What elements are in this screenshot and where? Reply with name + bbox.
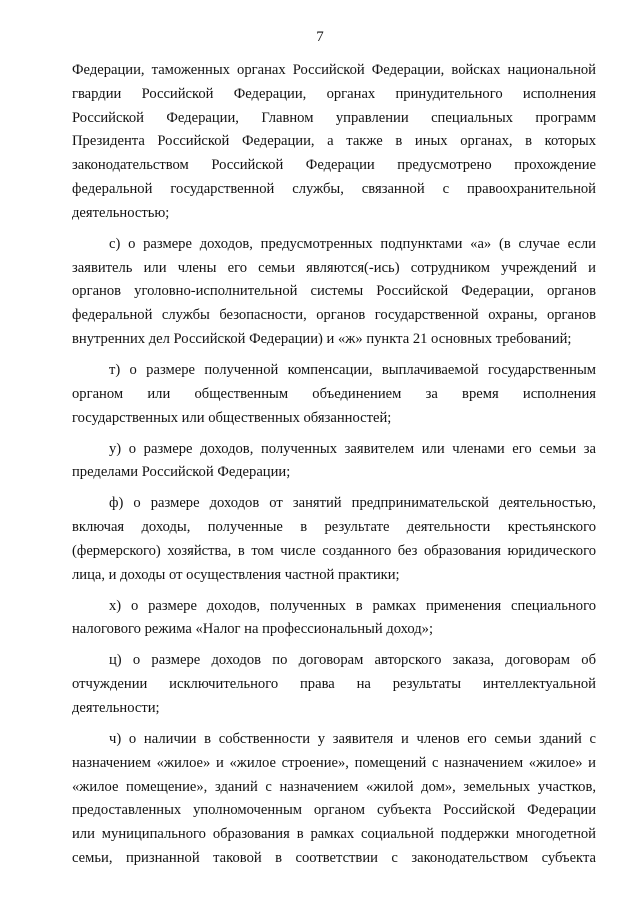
page-number: 7 <box>316 29 324 45</box>
text-line: внутренних дел Российской Федерации) и «ж» пункта 21 основных требований; <box>72 330 572 347</box>
paragraph-item-t <box>72 359 596 430</box>
text-line: деятельностью; <box>72 204 170 221</box>
text-line: ч) о наличии в собственности у заявителя и членов его семьи зданий с <box>109 731 596 748</box>
text-line: гвардии Российской Федерации, органах принудительного исполнения <box>72 85 596 102</box>
text-line: Российской Федерации, Главном управлении специальных программ <box>72 109 596 126</box>
paragraph-item-u <box>72 438 596 486</box>
document-body <box>72 59 596 871</box>
text-line: т) о размере полученной компенсации, выплачиваемой государственным <box>109 361 596 378</box>
paragraph-item-s <box>72 233 596 352</box>
text-line: государственных или общественных обязанностей; <box>72 409 392 426</box>
text-line: Федерации, таможенных органах Российской Федерации, войсках национальной <box>72 62 596 78</box>
text-line: налогового режима «Налог на профессиональный доход»; <box>72 621 434 638</box>
text-line: отчуждении исключительного права на результаты интеллектуальной <box>72 676 596 693</box>
text-line: Президента Российской Федерации, а также в иных органах, в которых <box>72 133 596 150</box>
text-line: органов уголовно-исполнительной системы Российской Федерации, органов <box>72 283 596 300</box>
text-line: х) о размере доходов, полученных в рамках применения специального <box>109 597 596 614</box>
text-line: федеральной государственной службы, связанной с правоохранительной <box>72 180 596 197</box>
text-line: (фермерского) хозяйства, в том числе созданного без образования юридического <box>72 542 596 559</box>
text-line: законодательством Российской Федерации предусмотрено прохождение <box>72 157 596 174</box>
text-line: с) о размере доходов, предусмотренных подпунктами «а» (в случае если <box>109 235 596 252</box>
text-line: у) о размере доходов, полученных заявителем или членами его семьи за <box>109 440 596 457</box>
paragraph-continuation <box>72 59 596 226</box>
paragraph-item-f <box>72 492 596 587</box>
paragraph-item-ch <box>72 728 596 871</box>
text-line: заявитель или члены его семьи являются(-ись) сотрудником учреждений и <box>72 259 596 276</box>
text-line: или муниципального образования в рамках социальной поддержки многодетной <box>72 826 596 843</box>
text-line: предоставленных уполномоченным органом субъекта Российской Федерации <box>72 802 596 819</box>
text-line: федеральной службы безопасности, органов государственной охраны, органов <box>72 307 596 324</box>
paragraph-item-h <box>72 595 596 643</box>
text-line: назначением «жилое» и «жилое строение», помещений с назначением «жилое» и <box>72 754 596 771</box>
paragraph-item-ts <box>72 649 596 720</box>
text-line: органом или общественным объединением за время исполнения <box>72 385 596 402</box>
text-line: включая доходы, полученные в результате деятельности крестьянского <box>72 519 596 536</box>
text-line: лица, и доходы от осуществления частной практики; <box>72 566 400 583</box>
text-line: семьи, признанной таковой в соответствии с законодательством субъекта <box>72 850 596 867</box>
text-line: ц) о размере доходов по договорам авторского заказа, договорам об <box>109 652 596 669</box>
text-line: пределами Российской Федерации; <box>72 464 291 481</box>
text-line: деятельности; <box>72 700 160 717</box>
text-line: «жилое помещение», зданий с назначением «жилой дом», земельных участков, <box>72 778 596 795</box>
text-line: ф) о размере доходов от занятий предпринимательской деятельностью, <box>109 495 596 512</box>
